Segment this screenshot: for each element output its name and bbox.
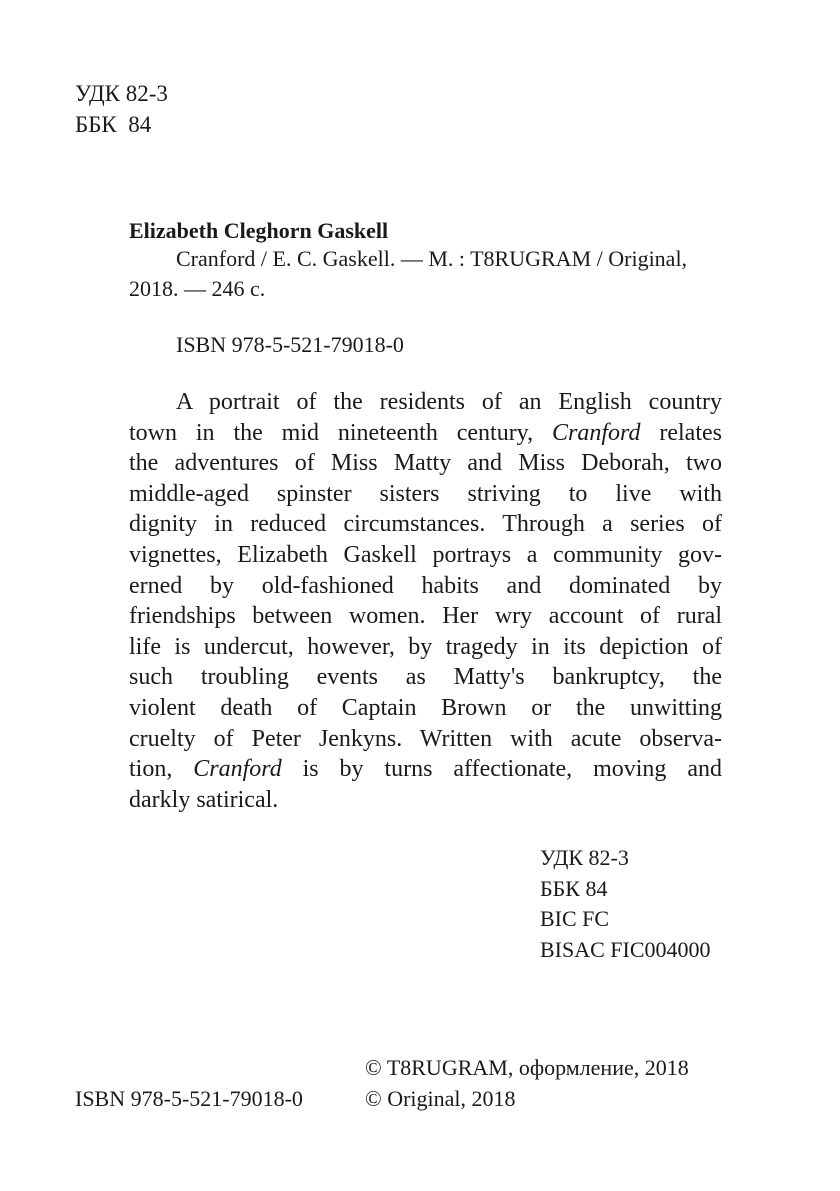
annotation-line: life is undercut, however, by tragedy in its depiction of [129, 633, 722, 660]
bibliographic-entry [129, 244, 729, 304]
book-title: Cranford [552, 419, 641, 446]
annotation-line: friendships between women. Her wry account of rural [129, 603, 722, 630]
book-title: Cranford [193, 756, 282, 783]
author-name: Elizabeth Cleghorn Gaskell [129, 218, 389, 243]
isbn-entry: ISBN 978-5-521-79018-0 [176, 332, 404, 357]
copyright-design: © T8RUGRAM, оформление, 2018 [365, 1055, 689, 1080]
copyright-original: © Original, 2018 [365, 1086, 516, 1111]
annotation-text: is by turns affectionate, moving and [281, 756, 722, 783]
udk-code: УДК 82-3 [540, 845, 629, 870]
annotation-line: erned by old-fashioned habits and dominated by [129, 572, 722, 599]
isbn-footer: ISBN 978-5-521-79018-0 [75, 1086, 303, 1111]
bic-code: BIC FC [540, 906, 610, 931]
copyright-notices [365, 1052, 689, 1114]
annotation-line: middle-aged spinster sisters striving to live with [129, 480, 722, 507]
annotation-line: cruelty of Peter Jenkyns. Written with acute observa- [129, 725, 722, 752]
classification-codes-bottom [540, 843, 711, 965]
bibliographic-line-2: 2018. — 246 с. [129, 276, 266, 301]
bisac-code: BISAC FIC004000 [540, 936, 711, 962]
annotation-line: darkly satirical. [129, 786, 279, 813]
bbk-code: ББК 84 [75, 112, 152, 137]
annotation-text: tion, [129, 756, 194, 783]
annotation-line: such troubling events as Matty's bankruptcy, the [129, 664, 722, 691]
annotation-paragraph [129, 387, 722, 815]
annotation-line: vignettes, Elizabeth Gaskell portrays a community gov- [129, 541, 722, 568]
annotation-line: violent death of Captain Brown or the unwitting [129, 694, 722, 721]
annotation-line [129, 418, 722, 449]
annotation-line: the adventures of Miss Matty and Miss Deborah, two [129, 450, 722, 477]
annotation-line: A portrait of the residents of an English country [176, 389, 722, 415]
udk-code: УДК 82-3 [75, 81, 168, 106]
bibliographic-line-1: Cranford / E. C. Gaskell. — M. : T8RUGRAM / Original, [176, 246, 688, 271]
bbk-code: ББК 84 [540, 875, 608, 901]
annotation-line [129, 754, 722, 785]
annotation-text: town in the mid nineteenth century, [129, 419, 553, 446]
annotation-text: relates [640, 419, 722, 446]
annotation-line: dignity in reduced circumstances. Through a series of [129, 511, 722, 538]
classification-codes-top [75, 78, 168, 140]
